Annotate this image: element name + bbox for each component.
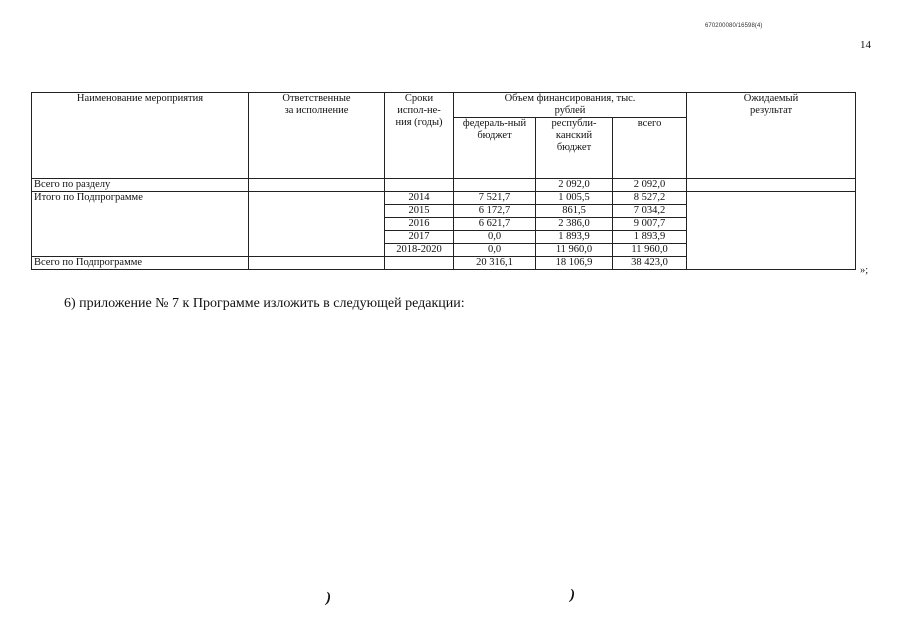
- cell-total: 38 423,0: [613, 257, 687, 270]
- header-terms-text: Сроки испол-не-ния (годы): [395, 93, 443, 128]
- cell-responsible: [249, 257, 385, 270]
- cell-federal: 20 316,1: [454, 257, 536, 270]
- cell-federal: 0,0: [454, 231, 536, 244]
- amendment-paragraph: 6) приложение № 7 к Программе изложить в следующей редакции:: [64, 296, 465, 311]
- cell-responsible: [249, 192, 385, 257]
- cell-republic: 1 893,9: [536, 231, 613, 244]
- header-republic: [536, 118, 613, 179]
- cell-republic: 2 092,0: [536, 179, 613, 192]
- page-number: 14: [860, 39, 871, 51]
- cell-year: 2015: [385, 205, 454, 218]
- cell-republic: 18 106,9: [536, 257, 613, 270]
- cell-total: 2 092,0: [613, 179, 687, 192]
- header-federal: [454, 118, 536, 179]
- cell-name: Всего по разделу: [32, 179, 249, 192]
- cell-federal: 6 621,7: [454, 218, 536, 231]
- scan-mark: ): [326, 590, 331, 606]
- cell-year: [385, 257, 454, 270]
- cell-federal: [454, 179, 536, 192]
- cell-year: 2017: [385, 231, 454, 244]
- header-name: Наименование мероприятия: [32, 93, 249, 179]
- cell-federal: 0,0: [454, 244, 536, 257]
- header-result-text: Ожидаемый результат: [743, 93, 799, 116]
- cell-republic: 11 960,0: [536, 244, 613, 257]
- table-header-row: [32, 93, 856, 118]
- header-terms: [385, 93, 454, 179]
- cell-name: Всего по Подпрограмме: [32, 257, 249, 270]
- cell-result: [687, 192, 856, 270]
- table-row: [32, 179, 856, 192]
- cell-federal: 7 521,7: [454, 192, 536, 205]
- cell-total: 1 893,9: [613, 231, 687, 244]
- header-responsible: [249, 93, 385, 179]
- cell-republic: 2 386,0: [536, 218, 613, 231]
- header-federal-text: федераль-ный бюджет: [462, 118, 527, 141]
- cell-total: 9 007,7: [613, 218, 687, 231]
- document-id: 670200080/16598(4): [705, 23, 763, 29]
- header-republic-text: республи-канский бюджет: [551, 118, 597, 153]
- cell-total: 8 527,2: [613, 192, 687, 205]
- cell-name: Итого по Подпрограмме: [32, 192, 249, 257]
- cell-year: 2016: [385, 218, 454, 231]
- header-funding: [454, 93, 687, 118]
- cell-republic: 861,5: [536, 205, 613, 218]
- closing-quote-mark: »;: [860, 265, 869, 276]
- funding-table: [31, 92, 856, 270]
- header-total: всего: [613, 118, 687, 179]
- cell-responsible: [249, 179, 385, 192]
- cell-federal: 6 172,7: [454, 205, 536, 218]
- cell-result: [687, 179, 856, 192]
- cell-total: 11 960,0: [613, 244, 687, 257]
- header-result: [687, 93, 856, 179]
- cell-republic: 1 005,5: [536, 192, 613, 205]
- table-row: [32, 192, 856, 205]
- cell-year: 2018-2020: [385, 244, 454, 257]
- header-responsible-text: Ответственные за исполнение: [282, 93, 351, 116]
- cell-total: 7 034,2: [613, 205, 687, 218]
- cell-year: [385, 179, 454, 192]
- scan-mark: ): [570, 587, 575, 603]
- cell-year: 2014: [385, 192, 454, 205]
- header-funding-text: Объем финансирования, тыс. рублей: [504, 93, 636, 116]
